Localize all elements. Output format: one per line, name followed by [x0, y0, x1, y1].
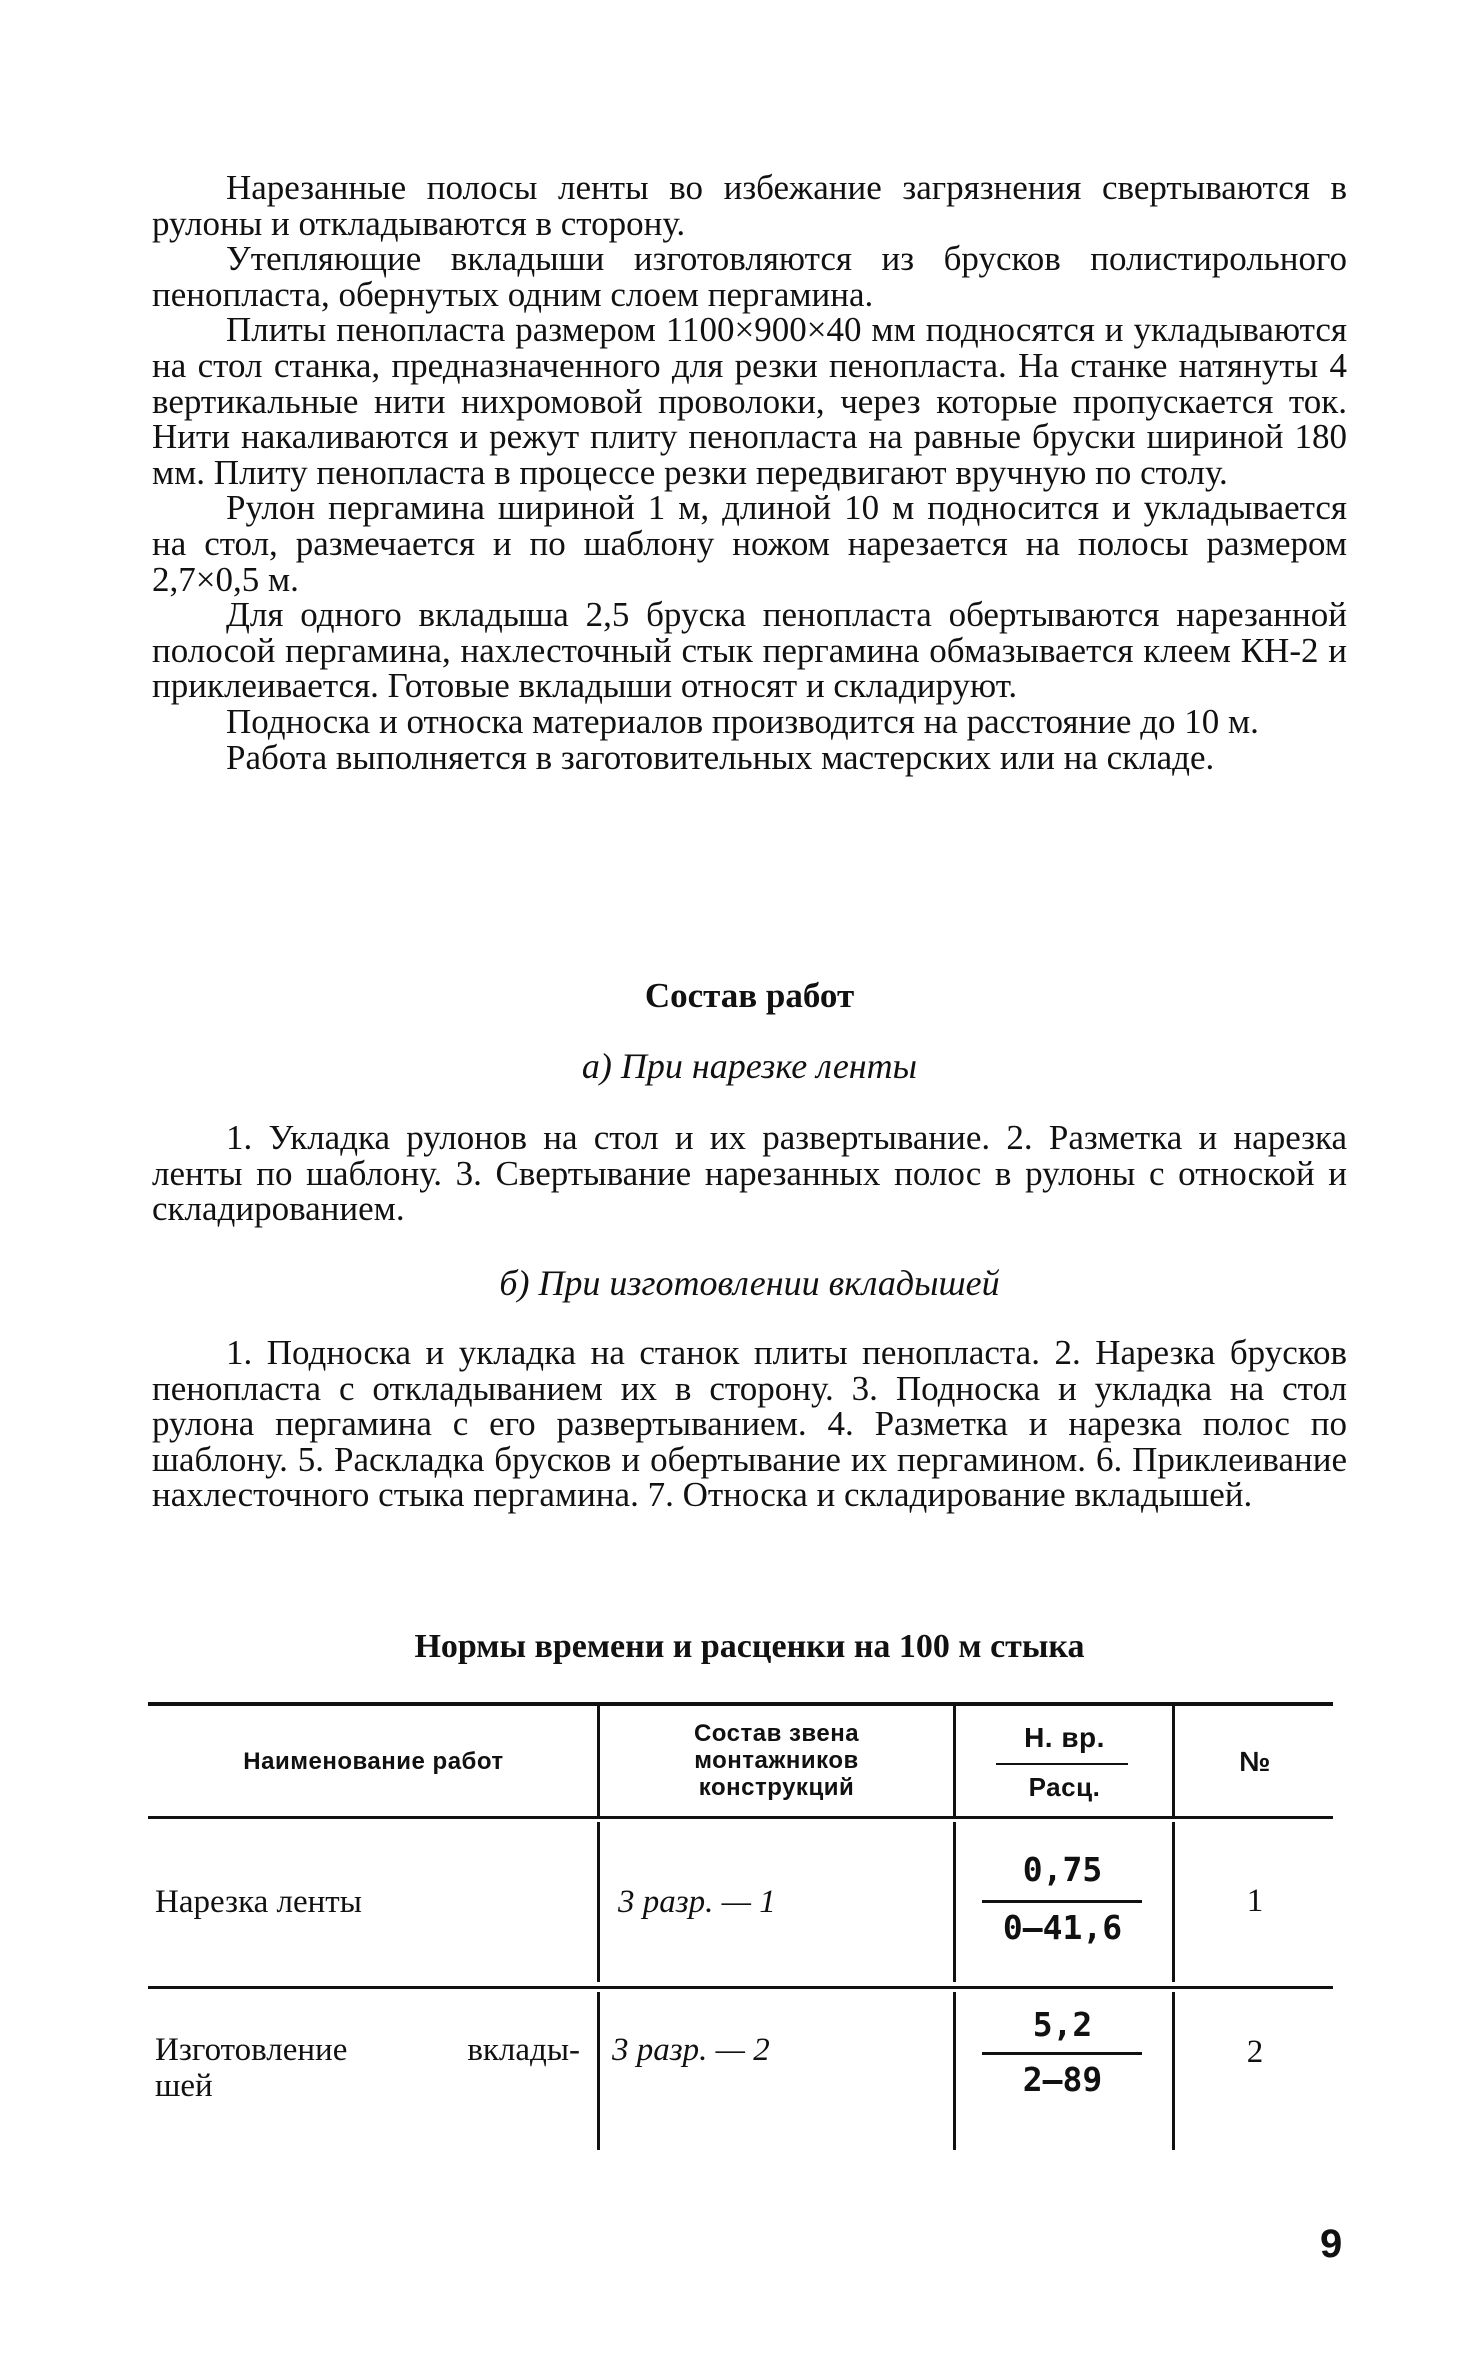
row1-fraction-bar — [982, 1900, 1142, 1903]
subsection-b — [152, 1335, 1347, 1513]
row2-fraction-bar — [982, 2052, 1142, 2055]
row2-num: 2 — [1246, 2034, 1264, 2070]
subsection-b-text: 1. Подноска и укладка на станок плиты пенопласта. 2. Нарезка брусков пенопласта с откладыванием их в сторону. 3. Подноска и укладка на стол рулона пергамина с его развертыванием. 4. Разметка и нарезка полос по шаблону. 5. Раскладка брусков и обертывание их пергамином. 6. Приклеивание нахлесточного стыка пергамина. 7. Относка и складирование вкладышей. — [152, 1333, 1347, 1515]
header-num: № — [1239, 1746, 1271, 1777]
header-norm: Н. вр. — [1024, 1722, 1105, 1753]
paragraph: Утепляющие вкладыши изготовляются из брусков полистирольного пенопласта, обернутых одним слоем пергамина. — [152, 239, 1347, 314]
row2-crew: 3 разр. — 2 — [612, 2032, 770, 2068]
row1-name: Нарезка ленты — [155, 1884, 362, 1920]
subsection-a-title: а) При нарезке ленты — [581, 1046, 918, 1086]
header-crew-line: конструкций — [698, 1774, 855, 1801]
table-col-rule — [953, 1706, 956, 1816]
row1-num: 1 — [1246, 1883, 1264, 1919]
paragraph: Плиты пенопласта размером 1100×900×40 мм подносятся и укладываются на стол станка, предназначенного для резки пенопласта. На станке натянуты 4 вертикальные нити нихромовой проволоки, через которые пропускается ток. Нити накаливаются и режут плиту пенопласта на равные бруски шириной 180 мм. Плиту пенопласта в процессе резки передвигают вручную по столу. — [152, 310, 1347, 492]
body-text — [152, 170, 1347, 775]
paragraph: Подноска и относка материалов производится на расстояние до 10 м. — [226, 701, 1259, 741]
row2-rate: 2—89 — [1022, 2060, 1103, 2099]
row1-rate: 0—41,6 — [1002, 1908, 1123, 1947]
row2-norm: 5,2 — [1032, 2005, 1093, 2044]
table-title: Нормы времени и расценки на 100 м стыка — [414, 1628, 1085, 1665]
paragraph: Рулон пергамина шириной 1 м, длиной 10 м подносится и укладывается на стол, размечается и по шаблону ножом нарезается на полосы размером 2,7×0,5 м. — [152, 488, 1347, 599]
paragraph: Для одного вкладыша 2,5 бруска пенопласта обертываются нарезанной полосой пергамина, нахлесточный стык пергамина обмазывается клеем КН-2 и приклеивается. Готовые вкладыши относят и складируют. — [152, 595, 1347, 706]
subsection-b-title: б) При изготовлении вкладышей — [499, 1263, 1000, 1303]
header-crew-line: монтажников — [694, 1747, 859, 1774]
table-col-rule — [953, 1992, 956, 2150]
header-name: Наименование работ — [243, 1748, 504, 1775]
table-col-rule — [953, 1822, 956, 1982]
header-fraction-bar — [996, 1763, 1128, 1765]
table-header-rule — [148, 1816, 1333, 1819]
row2-name — [155, 2032, 580, 2104]
header-crew-line: Состав звена — [693, 1720, 860, 1747]
table-col-rule — [1172, 1992, 1175, 2150]
header-crew — [600, 1720, 953, 1801]
table-top-rule — [148, 1702, 1333, 1706]
row2-name-line: Изготовление вклады- — [155, 2032, 580, 2068]
table-row-rule — [148, 1986, 1333, 1989]
row2-name-line: шей — [155, 2068, 213, 2104]
table-col-rule — [597, 1992, 600, 2150]
subsection-a-text: 1. Укладка рулонов на стол и их развертывание. 2. Разметка и нарезка ленты по шаблону. 3. Свертывание нарезанных полос в рулоны с отноской и складированием. — [152, 1118, 1347, 1229]
page-number: 9 — [1320, 2222, 1343, 2266]
table-col-rule — [597, 1822, 600, 1982]
header-rate: Расц. — [1028, 1772, 1101, 1802]
row1-crew: 3 разр. — 1 — [618, 1884, 776, 1920]
section-title: Состав работ — [644, 976, 855, 1015]
subsection-a — [152, 1120, 1347, 1227]
paragraph: Нарезанные полосы ленты во избежание загрязнения свертываются в рулоны и откладываются в сторону. — [152, 168, 1347, 243]
row1-norm: 0,75 — [1022, 1850, 1103, 1889]
paragraph: Работа выполняется в заготовительных мастерских или на складе. — [226, 737, 1215, 777]
